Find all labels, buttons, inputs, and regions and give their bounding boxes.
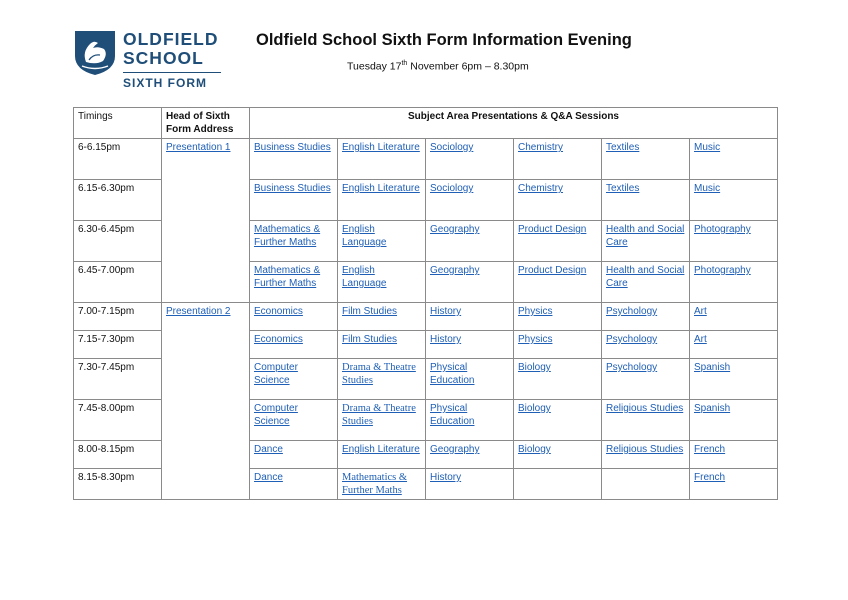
subject-link[interactable]: Geography	[430, 265, 480, 276]
subject-link[interactable]: English Literature	[342, 444, 420, 455]
subject-cell	[426, 359, 514, 400]
subject-cell	[338, 262, 426, 303]
subject-link[interactable]: Religious Studies	[606, 444, 684, 455]
time-slot: 7.30-7.45pm	[74, 359, 162, 400]
swan-crest-icon	[74, 30, 116, 76]
time-slot: 6.30-6.45pm	[74, 221, 162, 262]
subject-link[interactable]: Drama & Theatre Studies	[342, 403, 416, 427]
subject-cell	[426, 469, 514, 500]
subject-cell	[250, 303, 338, 331]
subject-link[interactable]: Sociology	[430, 142, 474, 153]
event-date-day: Tuesday 17	[347, 60, 402, 73]
subject-link[interactable]: Psychology	[606, 334, 658, 345]
subject-link[interactable]: Biology	[518, 362, 551, 373]
subject-link[interactable]: Textiles	[606, 142, 640, 153]
subject-cell	[690, 303, 778, 331]
subject-link[interactable]: Mathematics & Further Maths	[254, 265, 321, 289]
subject-link[interactable]: History	[430, 306, 462, 317]
subject-link[interactable]: French	[694, 472, 726, 483]
subject-link[interactable]: Mathematics & Further Maths	[342, 472, 408, 496]
school-name-line-2: SCHOOL	[123, 48, 204, 68]
subject-cell	[514, 441, 602, 469]
subject-link[interactable]: Mathematics & Further Maths	[254, 224, 321, 248]
subject-link[interactable]: Film Studies	[342, 334, 398, 345]
subject-link[interactable]: Geography	[430, 444, 480, 455]
subject-link[interactable]: Biology	[518, 403, 551, 414]
subject-link[interactable]: Economics	[254, 334, 303, 345]
subject-link[interactable]: History	[430, 334, 462, 345]
subject-link[interactable]: Textiles	[606, 183, 640, 194]
subject-cell	[426, 303, 514, 331]
subject-cell	[250, 441, 338, 469]
subject-link[interactable]: Art	[694, 334, 707, 345]
school-name	[123, 30, 219, 68]
presentation-cell	[162, 303, 250, 500]
subject-link[interactable]: Geography	[430, 224, 480, 235]
subject-cell	[514, 221, 602, 262]
subject-cell	[514, 303, 602, 331]
subject-cell	[690, 400, 778, 441]
presentation-link[interactable]: Presentation 1	[166, 142, 231, 153]
header-head-of-sixth-form: Head of Sixth Form Address	[162, 108, 250, 139]
subject-cell	[514, 139, 602, 180]
subject-cell	[690, 180, 778, 221]
subject-cell	[338, 441, 426, 469]
subject-cell	[514, 359, 602, 400]
time-slot: 6.45-7.00pm	[74, 262, 162, 303]
subject-cell	[250, 469, 338, 500]
subject-cell	[250, 262, 338, 303]
subject-cell	[338, 180, 426, 221]
event-date-suffix: th	[401, 60, 408, 67]
time-slot: 7.45-8.00pm	[74, 400, 162, 441]
subject-cell	[690, 262, 778, 303]
event-date	[347, 60, 529, 73]
page-title: Oldfield School Sixth Form Information Evening	[256, 31, 632, 49]
timetable-body	[74, 108, 778, 500]
header-timings: Timings	[74, 108, 162, 139]
subject-cell	[338, 400, 426, 441]
subject-cell	[338, 139, 426, 180]
subject-link[interactable]: English Literature	[342, 183, 420, 194]
subject-link[interactable]: English Language	[342, 224, 387, 248]
subject-link[interactable]: Art	[694, 306, 707, 317]
subject-cell	[690, 331, 778, 359]
subject-cell	[690, 469, 778, 500]
subject-cell	[514, 331, 602, 359]
presentation-link[interactable]: Presentation 2	[166, 306, 231, 317]
time-slot: 6.15-6.30pm	[74, 180, 162, 221]
subject-cell	[426, 400, 514, 441]
subject-link[interactable]: Music	[694, 142, 721, 153]
subject-link[interactable]: History	[430, 472, 462, 483]
subject-link[interactable]: Spanish	[694, 403, 731, 414]
subject-cell	[602, 262, 690, 303]
event-date-time: November 6pm – 8.30pm	[407, 60, 529, 73]
subject-cell	[602, 331, 690, 359]
subject-cell	[426, 441, 514, 469]
subject-link[interactable]: Economics	[254, 306, 303, 317]
subject-cell	[338, 469, 426, 500]
subject-cell	[338, 221, 426, 262]
subject-link[interactable]: Psychology	[606, 362, 658, 373]
subject-cell	[338, 359, 426, 400]
logo-divider	[123, 72, 221, 73]
time-slot: 7.00-7.15pm	[74, 303, 162, 331]
header-subject-presentations: Subject Area Presentations & Q&A Sessions	[250, 108, 778, 139]
subject-cell	[602, 139, 690, 180]
subject-link[interactable]: French	[694, 444, 726, 455]
school-name-line-1: OLDFIELD	[123, 29, 219, 49]
subject-link[interactable]: Sociology	[430, 183, 474, 194]
subject-link[interactable]: Physical Education	[430, 362, 475, 386]
table-row	[74, 303, 778, 331]
subject-cell	[690, 221, 778, 262]
subject-link[interactable]: Computer Science	[254, 362, 298, 386]
subject-cell	[602, 221, 690, 262]
subject-cell	[602, 303, 690, 331]
subject-link[interactable]: Drama & Theatre Studies	[342, 362, 416, 386]
subject-cell	[426, 331, 514, 359]
subject-cell	[514, 180, 602, 221]
time-slot: 7.15-7.30pm	[74, 331, 162, 359]
subject-link[interactable]: Spanish	[694, 362, 731, 373]
subject-link[interactable]: Physics	[518, 334, 553, 345]
subject-cell	[250, 180, 338, 221]
subject-link[interactable]: Physics	[518, 306, 553, 317]
subject-cell	[250, 359, 338, 400]
subject-cell	[426, 139, 514, 180]
subject-cell	[250, 221, 338, 262]
table-row	[74, 139, 778, 180]
subject-link[interactable]: English Language	[342, 265, 387, 289]
subject-cell	[250, 400, 338, 441]
subject-cell	[250, 139, 338, 180]
subject-link[interactable]: Chemistry	[518, 183, 564, 194]
subject-cell	[514, 262, 602, 303]
subject-link[interactable]: Product Design	[518, 265, 587, 276]
sixth-form-label: SIXTH FORM	[123, 76, 207, 90]
subject-cell	[602, 441, 690, 469]
subject-link[interactable]: Dance	[254, 444, 283, 455]
subject-link[interactable]: Biology	[518, 444, 551, 455]
subject-link[interactable]: Computer Science	[254, 403, 298, 427]
subject-link[interactable]: Film Studies	[342, 306, 398, 317]
subject-link[interactable]: Chemistry	[518, 142, 564, 153]
subject-cell	[426, 262, 514, 303]
subject-cell	[338, 303, 426, 331]
time-slot: 8.15-8.30pm	[74, 469, 162, 500]
subject-cell	[426, 221, 514, 262]
subject-cell	[514, 469, 602, 500]
subject-cell	[690, 359, 778, 400]
presentation-cell	[162, 139, 250, 303]
subject-link[interactable]: Psychology	[606, 306, 658, 317]
subject-cell	[426, 180, 514, 221]
school-logo	[74, 30, 234, 92]
timetable-header-row	[74, 108, 778, 139]
subject-link[interactable]: Health and Social Care	[606, 224, 685, 248]
subject-link[interactable]: Religious Studies	[606, 403, 684, 414]
subject-cell	[690, 441, 778, 469]
subject-cell	[338, 331, 426, 359]
subject-link[interactable]: Business Studies	[254, 183, 331, 194]
subject-link[interactable]: Dance	[254, 472, 283, 483]
subject-link[interactable]: English Literature	[342, 142, 420, 153]
subject-cell	[602, 359, 690, 400]
subject-link[interactable]: Product Design	[518, 224, 587, 235]
time-slot: 6-6.15pm	[74, 139, 162, 180]
subject-cell	[690, 139, 778, 180]
subject-link[interactable]: Photography	[694, 265, 751, 276]
subject-cell	[602, 400, 690, 441]
timetable	[73, 107, 778, 500]
subject-cell	[602, 469, 690, 500]
subject-cell	[514, 400, 602, 441]
subject-link[interactable]: Physical Education	[430, 403, 475, 427]
subject-link[interactable]: Photography	[694, 224, 751, 235]
time-slot: 8.00-8.15pm	[74, 441, 162, 469]
subject-link[interactable]: Music	[694, 183, 721, 194]
subject-cell	[602, 180, 690, 221]
subject-link[interactable]: Health and Social Care	[606, 265, 685, 289]
subject-cell	[250, 331, 338, 359]
subject-link[interactable]: Business Studies	[254, 142, 331, 153]
